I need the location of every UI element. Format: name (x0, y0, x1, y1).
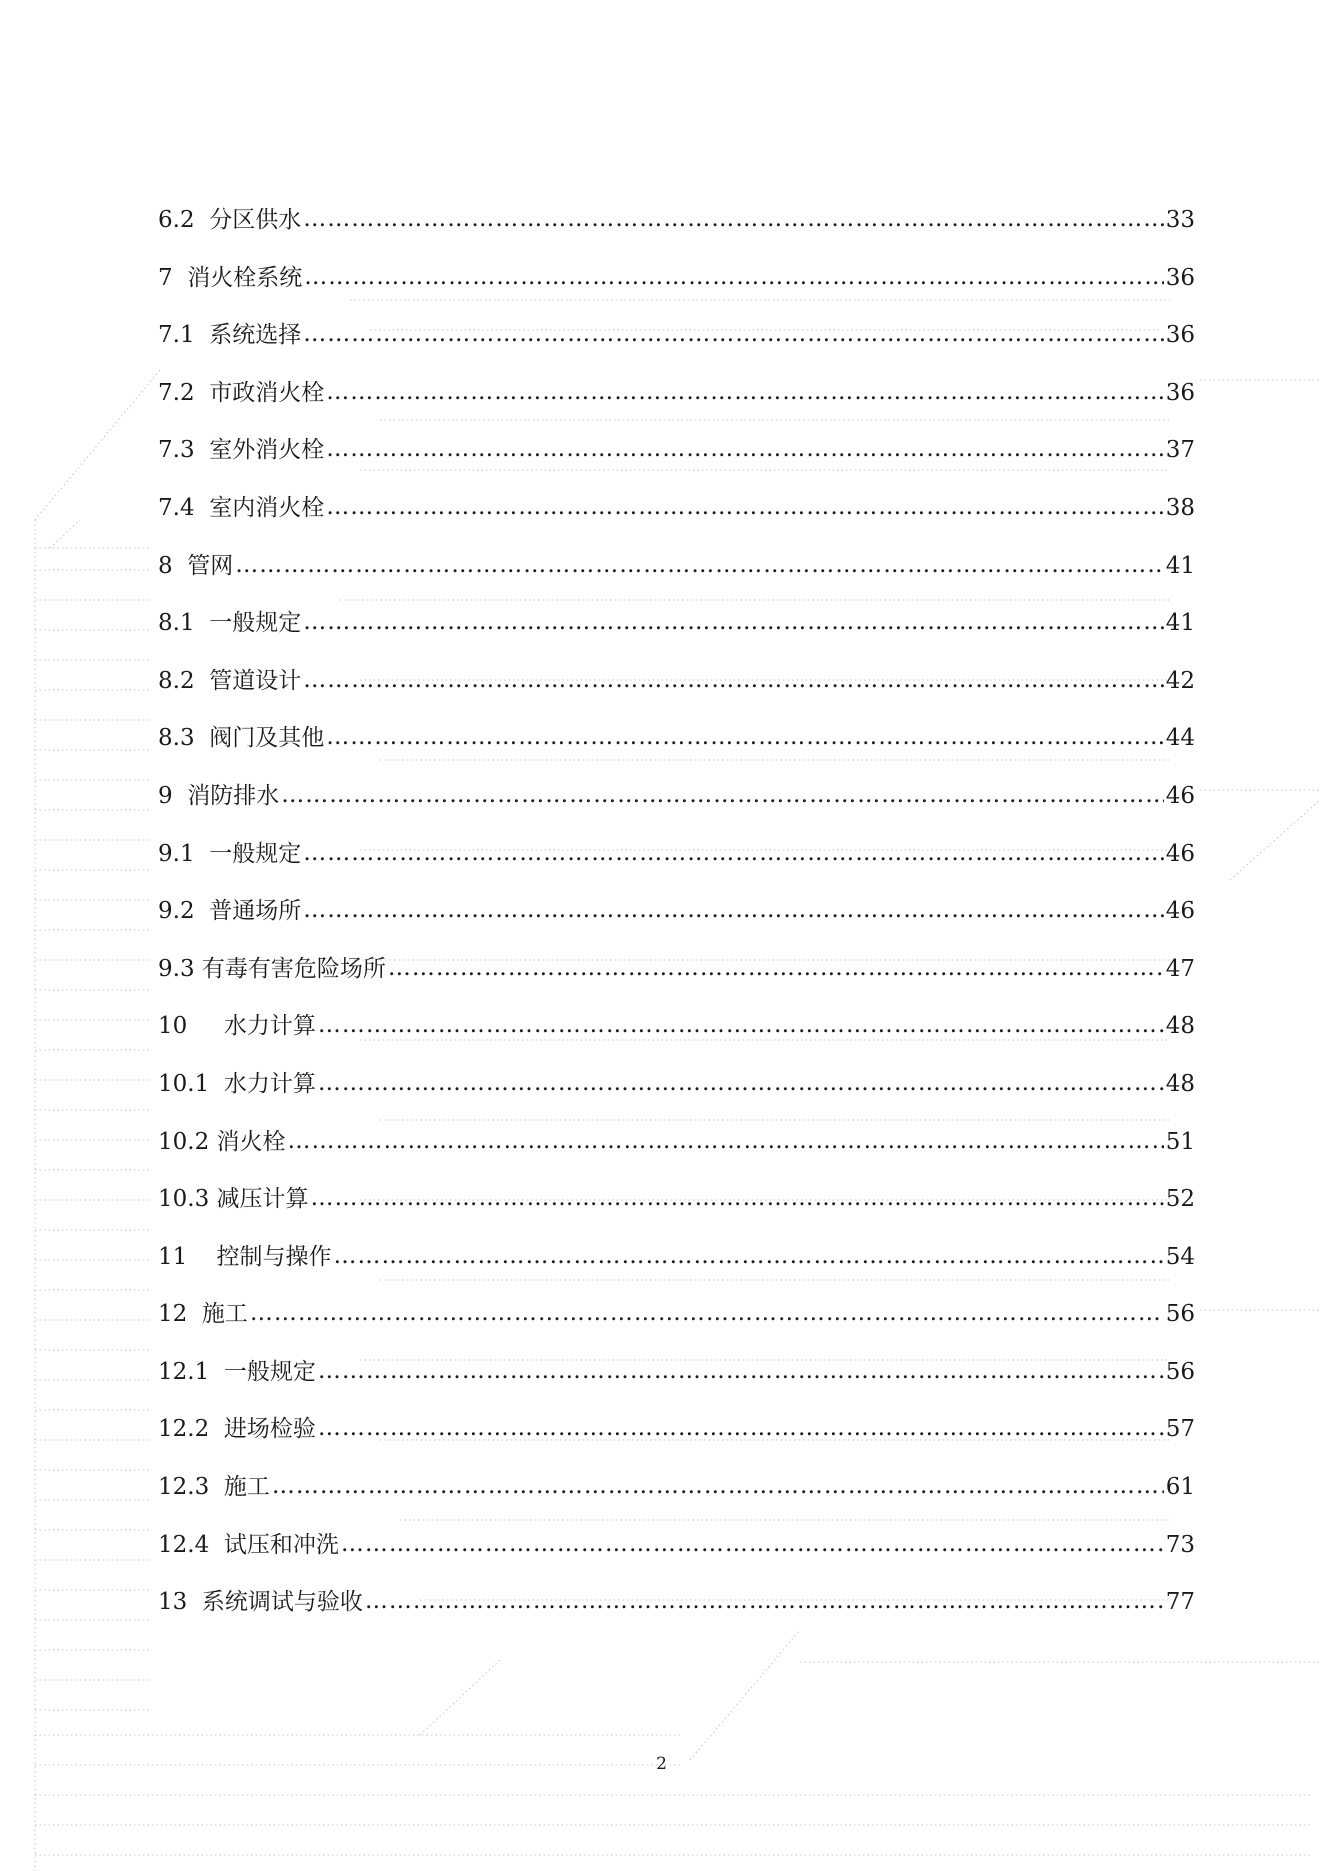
toc-section-number: 8.1 (158, 610, 195, 637)
toc-section-number: 7.3 (158, 437, 195, 464)
toc-entry[interactable] (158, 1237, 1195, 1295)
toc-entry[interactable] (158, 891, 1195, 949)
toc-page-number: 46 (1165, 898, 1195, 925)
toc-entry[interactable] (158, 1064, 1195, 1122)
toc-section-title: 减压计算 (216, 1186, 309, 1213)
toc-entry[interactable] (158, 1294, 1195, 1352)
toc-section-number: 8 (158, 552, 173, 579)
toc-section-title: 一般规定 (209, 610, 302, 637)
toc-section-title: 普通场所 (209, 898, 302, 925)
toc-section-number: 12.1 (158, 1358, 210, 1385)
toc-dot-leader (303, 199, 1164, 239)
toc-section-number: 6.2 (158, 207, 195, 233)
toc-dot-leader (303, 602, 1164, 642)
toc-page-number: 38 (1165, 494, 1195, 521)
toc-dot-leader (250, 1293, 1164, 1333)
toc-page-number: 54 (1165, 1243, 1195, 1270)
toc-page-number: 47 (1165, 955, 1195, 982)
toc-entry[interactable] (158, 718, 1195, 776)
toc-entry[interactable] (158, 546, 1195, 604)
toc-section-title: 分区供水 (209, 207, 302, 233)
toc-page-number: 41 (1165, 610, 1195, 637)
toc-section-title: 水力计算 (223, 1013, 316, 1040)
toc-section-number: 12.3 (158, 1474, 210, 1501)
toc-section-title: 水力计算 (223, 1070, 316, 1097)
toc-section-title: 室内消火栓 (209, 494, 325, 521)
toc-entry[interactable] (158, 430, 1195, 488)
toc-section-title: 控制与操作 (216, 1243, 332, 1270)
toc-entry[interactable] (158, 603, 1195, 661)
toc-page-number: 46 (1165, 782, 1195, 809)
toc-section-number: 10 (158, 1013, 188, 1040)
toc-dot-leader (326, 429, 1164, 469)
toc-entry[interactable] (158, 1467, 1195, 1525)
toc-dot-leader (318, 1408, 1164, 1448)
toc-section-number: 10.2 (158, 1128, 210, 1155)
toc-section-title: 系统调试与验收 (201, 1589, 363, 1616)
toc-dot-leader (326, 487, 1164, 527)
toc-page-number: 57 (1165, 1416, 1195, 1443)
toc-dot-leader (311, 1178, 1164, 1218)
toc-dot-leader (365, 1581, 1164, 1621)
toc-section-title: 进场检验 (223, 1416, 316, 1443)
toc-section-number: 12.2 (158, 1416, 210, 1443)
toc-entry[interactable] (158, 258, 1195, 316)
toc-dot-leader (334, 1236, 1164, 1276)
toc-page-number: 56 (1165, 1358, 1195, 1385)
toc-section-title: 一般规定 (223, 1358, 316, 1385)
toc-page-number: 77 (1165, 1589, 1195, 1616)
toc-section-number: 10.1 (158, 1070, 210, 1097)
toc-entry[interactable] (158, 661, 1195, 719)
toc-section-number: 9.1 (158, 840, 195, 867)
toc-section-title: 一般规定 (209, 840, 302, 867)
toc-section-number: 8.2 (158, 667, 195, 694)
toc-section-title: 施工 (201, 1301, 248, 1328)
toc-dot-leader (303, 660, 1164, 700)
toc-section-title: 阀门及其他 (209, 725, 325, 752)
toc-section-title: 市政消火栓 (209, 379, 325, 406)
toc-page-number: 42 (1165, 667, 1195, 694)
toc-page-number: 36 (1165, 379, 1195, 406)
toc-dot-leader (303, 314, 1164, 354)
toc-dot-leader (272, 1466, 1164, 1506)
toc-entry[interactable] (158, 1122, 1195, 1180)
toc-entry[interactable] (158, 1409, 1195, 1467)
toc-section-number: 12.4 (158, 1531, 210, 1558)
toc-entry[interactable] (158, 949, 1195, 1007)
toc-dot-leader (318, 1063, 1164, 1103)
toc-section-number: 13 (158, 1589, 188, 1616)
toc-section-number: 9.2 (158, 898, 195, 925)
toc-entry[interactable] (158, 315, 1195, 373)
toc-entry[interactable] (158, 200, 1195, 258)
toc-section-title: 管道设计 (209, 667, 302, 694)
toc-dot-leader (326, 717, 1164, 757)
toc-section-title: 施工 (223, 1474, 270, 1501)
toc-dot-leader (303, 833, 1164, 873)
toc-section-title: 消火栓系统 (187, 264, 303, 291)
toc-section-number: 7.4 (158, 494, 195, 521)
toc-section-title: 消防排水 (187, 782, 280, 809)
toc-section-number: 7.1 (158, 322, 195, 349)
toc-dot-leader (318, 1005, 1164, 1045)
toc-page-number: 51 (1165, 1128, 1195, 1155)
toc-entry[interactable] (158, 776, 1195, 834)
toc-dot-leader (304, 257, 1163, 297)
toc-section-number: 7 (158, 264, 173, 291)
toc-page-number: 41 (1165, 552, 1195, 579)
toc-page-number: 36 (1165, 322, 1195, 349)
toc-page-number: 48 (1165, 1070, 1195, 1097)
toc-dot-leader (281, 775, 1163, 815)
toc-entry[interactable] (158, 488, 1195, 546)
toc-section-number: 10.3 (158, 1186, 210, 1213)
toc-page-number: 61 (1165, 1474, 1195, 1501)
toc-page-number: 37 (1165, 437, 1195, 464)
toc-dot-leader (318, 1351, 1164, 1391)
toc-entry[interactable] (158, 1179, 1195, 1237)
toc-entry[interactable] (158, 1525, 1195, 1583)
toc-page-number: 36 (1165, 264, 1195, 291)
toc-section-title: 试压和冲洗 (223, 1531, 339, 1558)
toc-section-number: 9 (158, 782, 173, 809)
toc-dot-leader (388, 948, 1164, 988)
toc-dot-leader (341, 1524, 1164, 1564)
toc-section-title: 消火栓 (216, 1128, 286, 1155)
toc-section-title: 室外消火栓 (209, 437, 325, 464)
toc-section-title: 有毒有害危险场所 (201, 955, 386, 982)
toc-dot-leader (303, 890, 1164, 930)
toc-page-number: 52 (1165, 1186, 1195, 1213)
toc-section-number: 12 (158, 1301, 188, 1328)
toc-entry[interactable] (158, 1582, 1195, 1640)
toc-dot-leader (235, 545, 1163, 585)
toc-page-number: 48 (1165, 1013, 1195, 1040)
toc-section-number: 8.3 (158, 725, 195, 752)
toc-page-number: 44 (1165, 725, 1195, 752)
toc-section-number: 9.3 (158, 955, 195, 982)
toc-section-title: 系统选择 (209, 322, 302, 349)
table-of-contents (158, 200, 1195, 1640)
toc-page-number: 73 (1165, 1531, 1195, 1558)
toc-page-number: 46 (1165, 840, 1195, 867)
toc-dot-leader (326, 372, 1164, 412)
toc-section-title: 管网 (187, 552, 234, 579)
toc-entry[interactable] (158, 834, 1195, 892)
toc-page-number: 56 (1165, 1301, 1195, 1328)
toc-section-number: 11 (158, 1243, 188, 1270)
toc-entry[interactable] (158, 1352, 1195, 1410)
toc-dot-leader (288, 1121, 1164, 1161)
toc-page-number: 33 (1165, 207, 1195, 233)
toc-section-number: 7.2 (158, 379, 195, 406)
page-number: 2 (656, 1754, 667, 1774)
toc-entry[interactable] (158, 373, 1195, 431)
toc-entry[interactable] (158, 1006, 1195, 1064)
